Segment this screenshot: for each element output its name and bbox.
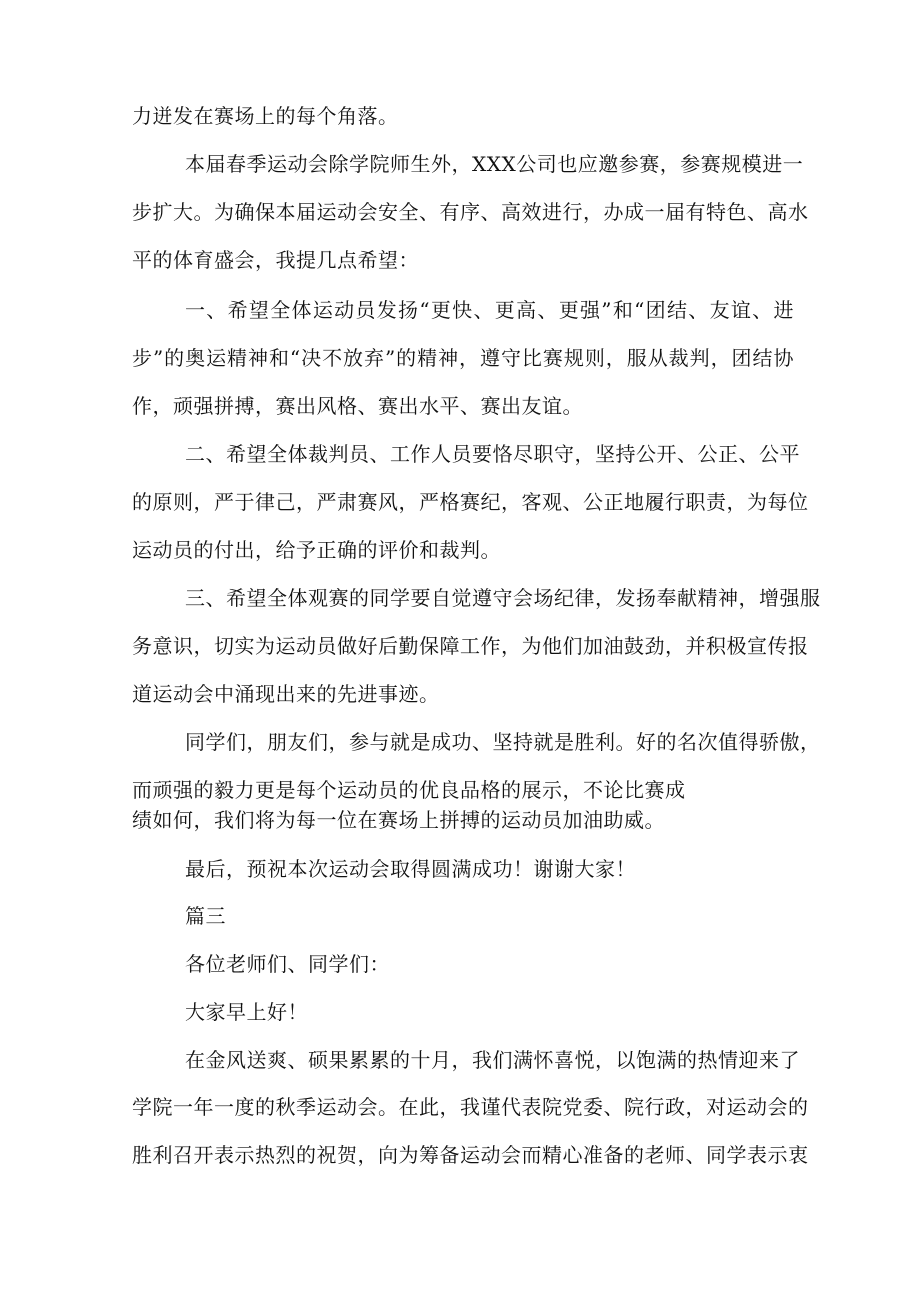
text-line-13: 道运动会中涌现出来的先进事迹。 [132,682,440,706]
text-line-17: 最后，预祝本次运动会取得圆满成功！谢谢大家！ [185,857,636,881]
text-line-20: 大家早上好！ [185,1000,308,1024]
text-line-3: 步扩大。为确保本届运动会安全、有序、高效进行，办成一届有特色、高水 [132,200,809,224]
text-line-23: 胜利召开表示热烈的祝贺，向为筹备运动会而精心准备的老师、同学表示衷 [132,1143,809,1167]
text-line-21: 在金风送爽、硕果累累的十月，我们满怀喜悦，以饱满的热情迎来了 [185,1048,800,1072]
text-line-22: 学院一年一度的秋季运动会。在此，我谨代表院党委、院行政，对运动会的 [132,1095,809,1119]
text-line-2: 本届春季运动会除学院师生外，XXX公司也应邀参赛，参赛规模进一 [185,152,804,176]
text-line-16: 绩如何，我们将为每一位在赛场上拼搏的运动员加油助威。 [132,808,665,832]
text-line-4: 平的体育盛会，我提几点希望： [132,248,419,272]
text-line-6: 步”的奥运精神和“决不放弃”的精神，遵守比赛规则，服从裁判，团结协 [132,346,794,370]
text-line-19: 各位老师们、同学们： [185,952,390,976]
text-line-15: 而顽强的毅力更是每个运动员的优良品格的展示，不论比赛成 [132,778,686,802]
text-line-7: 作，顽强拼搏，赛出风格、赛出水平、赛出友谊。 [132,394,583,418]
section-heading: 篇三 [185,904,226,928]
text-line-8: 二、希望全体裁判员、工作人员要恪尽职守，坚持公开、公正、公平 [185,442,800,466]
text-line-11: 三、希望全体观赛的同学要自觉遵守会场纪律，发扬奉献精神，增强服 [185,586,821,610]
text-line-12: 务意识，切实为运动员做好后勤保障工作，为他们加油鼓劲，并积极宣传报 [132,634,809,658]
text-line-14: 同学们，朋友们，参与就是成功、坚持就是胜利。好的名次值得骄傲， [185,730,821,754]
text-line-1: 力迸发在赛场上的每个角落。 [132,104,399,128]
text-line-5: 一、希望全体运动员发扬“更快、更高、更强”和“团结、友谊、进 [185,298,794,322]
text-line-9: 的原则，严于律己，严肃赛风，严格赛纪，客观、公正地履行职责，为每位 [132,490,809,514]
text-line-10: 运动员的付出，给予正确的评价和裁判。 [132,538,501,562]
